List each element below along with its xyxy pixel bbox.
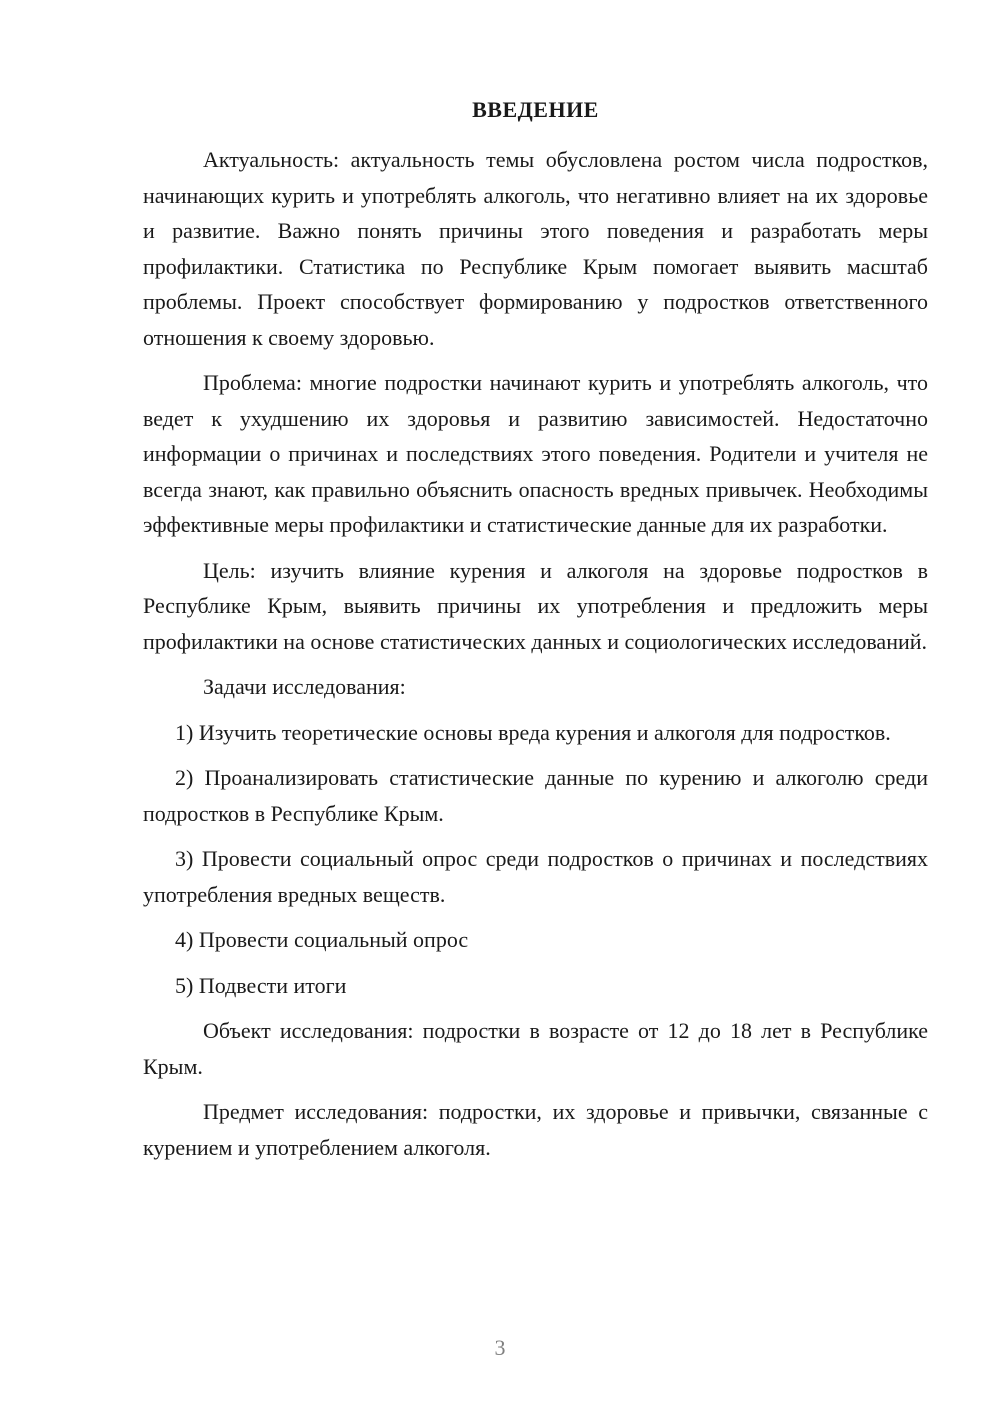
subject-paragraph: Предмет исследования: подростки, их здоровье и привычки, связанные с курением и употреблением алкоголя.	[143, 1099, 928, 1160]
task-item-4: 4) Провести социальный опрос	[175, 927, 469, 952]
task-item-5: 5) Подвести итоги	[175, 972, 347, 998]
object-paragraph: Объект исследования: подростки в возрасте от 12 до 18 лет в Республике Крым.	[143, 1018, 928, 1079]
document-body	[143, 92, 928, 1175]
page-number: 3	[494, 1335, 506, 1360]
problem-paragraph: Проблема: многие подростки начинают курить и употреблять алкоголь, что ведет к ухудшению их здоровья и развитию зависимостей. Недостаточно информации о причинах и последствиях этого поведения. Родители и учителя не всегда знают, как правильно объяснить опасность вредных привычек. Необходимы эффективные меры профилактики и статистические данные для их разработки.	[143, 370, 928, 537]
relevance-paragraph: Актуальность: актуальность темы обусловлена ростом числа подростков, начинающих курить и употреблять алкоголь, что негативно влияет на их здоровье и развитие. Важно понять причины этого поведения и разработать меры профилактики. Статистика по Республике Крым помогает выявить масштаб проблемы. Проект способствует формированию у подростков ответственного отношения к своему здоровью.	[143, 147, 928, 350]
task-item-3: 3) Провести социальный опрос среди подростков о причинах и последствиях употребления вредных веществ.	[143, 846, 928, 907]
task-item-1: 1) Изучить теоретические основы вреда курения и алкоголя для подростков.	[175, 719, 891, 745]
section-title: ВВЕДЕНИЕ	[472, 97, 599, 122]
tasks-heading: Задачи исследования:	[203, 674, 406, 699]
task-item-2: 2) Проанализировать статистические данные по курению и алкоголю среди подростков в Республике Крым.	[143, 765, 928, 826]
goal-paragraph: Цель: изучить влияние курения и алкоголя на здоровье подростков в Республике Крым, выявить причины их употребления и предложить меры профилактики на основе статистических данных и социологических исследований.	[143, 557, 928, 654]
